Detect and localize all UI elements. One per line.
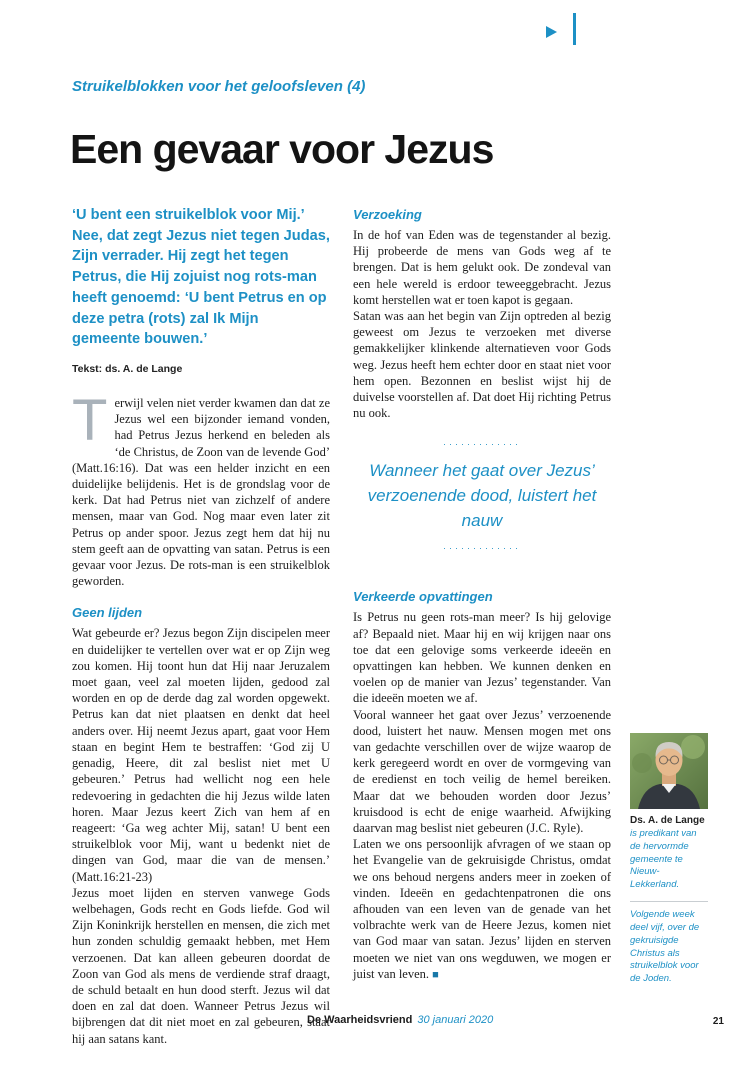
paragraph: Vooral wanneer het gaat over Jezus’ verzoenende dood, luistert het nauw. Mensen mogen met ons van gedachte verschillen over de wijze waarop de kerk geregeerd wordt en over de vormgeving van de eredienst en toch veilig de hemel bereiken. Maar dat we behouden worden door Jezus’ kruisdood is echt de enige waarheid. Afwijking daarvan mag beslist niet gebeuren (J.C. Ryle).: [353, 707, 611, 835]
article-title: Een gevaar voor Jezus: [70, 126, 494, 172]
vertical-rule: [573, 13, 576, 45]
sidebar-divider: [630, 901, 708, 902]
byline-author: ds. A. de Lange: [105, 363, 183, 376]
intro-paragraph: ‘U bent een struikelblok voor Mij.’ Nee, dat zegt Jezus niet tegen Judas, Zijn verrader. Hij zegt het tegen Petrus, die Hij zojuist nog rots-man heeft genoemd: ‘U bent Petrus en op deze petra (rots) zal Ik Mijn gemeente bouwen.’: [72, 207, 330, 348]
pull-quote: [353, 439, 611, 553]
pull-quote-text: Wanneer het gaat over Jezus’ verzoenende dood, luistert het nauw: [367, 461, 597, 530]
column-right: [353, 205, 611, 983]
next-week-note: Volgende week deel vijf, over de gekruisigde Christus als struikelblok voor de Joden.: [630, 909, 700, 985]
paragraph: Wat gebeurde er? Jezus begon Zijn discipelen meer en duidelijker te vertellen over wat er op Zijn weg zou komen. Hij toont hun dat Hij naar Jeruzalem moet gaan, veel zal moeten lijden, gedood zal worden en op de derde dag zal worden opgewekt. Petrus kan dat niet plaatsen en denkt dat heel anders over. Hij neemt Jezus apart, gaat voor Hem staan en begint Hem te bestraffen: ‘God zij U genadig, Heere, dit zal beslist niet met U gebeuren.’ Petrus had wellicht nog een hele redevoering in gedachten die hij Jezus wilde laten horen. Maar Jezus keert Zich van hem af en reageert: ‘Ga weg achter Mij, satan! U bent een struikelblok voor Mij, want u bedenkt niet de dingen van God, maar die van de mensen.’ (Matt.16:21-23): [72, 626, 330, 884]
opening-text: erwijl velen niet verder kwamen dan dat ze Jezus wel een bijzonder iemand vonden, had Petrus Jezus herkend en beleden als ‘de Christus, de Zoon van de levende God’ (Matt.16:16). Dat was een helder inzicht en een duidelijke belijdenis. Het is de grondslag voor de kerk. Dat had Petrus niet van zichzelf of andere mensen, maar van God. Nog maar even later zit Petrus op ander spoor. Jezus zegt hem dat hij nu stem geeft aan de opvatting van satan. Petrus is een gevaar voor Jezus. De rots-man is een struikelblok geworden.: [72, 396, 330, 589]
arrow-right-icon: [546, 26, 557, 38]
publication-name: De Waarheidsvriend: [307, 1014, 413, 1026]
dotted-rule-bottom: ·············: [443, 543, 521, 554]
author-photo: [630, 733, 708, 809]
issue-date: 30 januari 2020: [417, 1014, 494, 1026]
author-photo-image: [630, 733, 708, 809]
author-name: Ds. A. de Lange: [630, 815, 705, 826]
footer-credit: [307, 1014, 493, 1026]
column-left: [72, 205, 330, 1047]
subhead-geen-lijden: Geen lijden: [72, 605, 143, 621]
page-footer: [0, 1014, 738, 1034]
author-bio: is predikant van de hervormde gemeente te Nieuw-Lekkerland.: [630, 828, 697, 891]
end-mark: ■: [432, 968, 439, 981]
paragraph: Satan was aan het begin van Zijn optreden al bezig geweest om Jezus te verzoeken met diverse gemakkelijker klinkende alternatieven voor Gods weg. Jezus heeft hem echter door en staat niet voor hem open. Bezonnen en beslist wijst hij de duivelse voorstellen af. Dat doet Hij richting Petrus nu ook.: [353, 309, 611, 421]
subhead-verzoeking: Verzoeking: [353, 207, 422, 222]
drop-cap: T: [72, 388, 108, 454]
paragraph: In de hof van Eden was de tegenstander al bezig. Hij probeerde de mens van Gods weg af te brengen. Dat is hem gelukt ook. De zondeval van een hele wereld is erdoor teweeggebracht. Jezus komt herstellen wat er toen kapot is gegaan.: [353, 228, 611, 307]
closing-paragraph: [353, 836, 611, 983]
series-kicker: Struikelblokken voor het geloofsleven (4): [72, 78, 366, 95]
dotted-rule-top: ·············: [443, 439, 521, 450]
page-number: 21: [712, 1016, 724, 1027]
paragraph: Jezus moet lijden en sterven vanwege Gods welbehagen, Gods recht en Gods liefde. God wil Zijn Koninkrijk herstellen en mensen, die zich met hun zonden schuldig gemaakt hebben, met Hem verzoenen. Dat kan alleen gebeuren doordat de Zoon van God als mens de verdiende straf draagt, de schuld betaalt en hun dood sterft. Jezus wil dat doen en zal dat doen. Wanneer Petrus Jezus wil bijbrengen dat dit niet moet en zal gebeuren, staat hij aan satans kant.: [72, 885, 330, 1046]
byline-label: Tekst:: [72, 363, 103, 376]
byline: [72, 363, 330, 375]
opening-paragraph: [72, 388, 330, 589]
paragraph: Is Petrus nu geen rots-man meer? Is hij gelovige af? Bepaald niet. Maar hij en wij krijgen naar ons toe dat een gelovige soms verkeerde ideeën en opvattingen kan hebben. We kunnen denken en voelen op de manier van Jezus’ tegenstander. Van die ideeën moeten we af.: [353, 610, 611, 706]
closing-text: Laten we ons persoonlijk afvragen of we staan op het Evangelie van de gekruisigde Christus, omdat we ons behoud nergens anders meer in zoeken of vinden. Ideeën en gedachtenpatronen die ons afhouden van een leven van de genade van het volbrachte werk van de Heere Jezus, komen niet van God maar van satan. Jezus’ lijden en sterven moeten we niet van ons wegduwen, we mogen er juist van leven.: [353, 837, 611, 981]
author-sidebar: [630, 733, 708, 986]
subhead-verkeerde-opvattingen: Verkeerde opvattingen: [353, 589, 493, 605]
